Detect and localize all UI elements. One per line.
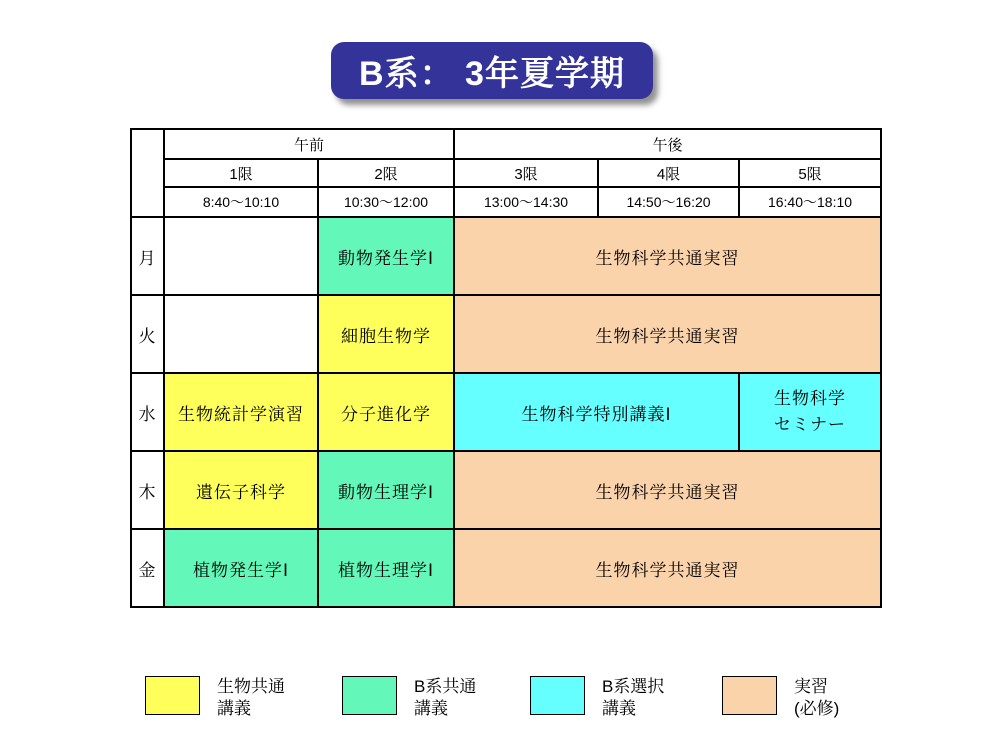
page-title-text: B系： 3年夏学期 <box>359 55 625 93</box>
cell-mon-p1-empty <box>164 217 318 295</box>
cell-fri-p345-course: 生物科学共通実習 <box>454 529 881 607</box>
cell-mon-p2-course: 動物発生学Ⅰ <box>318 217 454 295</box>
header-time-3: 13:00～14:30 <box>454 187 598 217</box>
legend-yellow-line1: 生物共通 <box>217 677 285 696</box>
header-afternoon: 午後 <box>454 129 881 159</box>
header-period-3: 3限 <box>454 159 598 187</box>
legend-green-line2: 講義 <box>414 699 448 718</box>
day-label-monday: 月 <box>131 217 164 295</box>
cell-thu-p2-course: 動物生理学Ⅰ <box>318 451 454 529</box>
legend-yellow-line2: 講義 <box>217 699 251 718</box>
legend-label-peach <box>794 676 839 720</box>
row-tuesday <box>131 295 881 373</box>
header-period-1: 1限 <box>164 159 318 187</box>
header-row-periods <box>131 159 881 187</box>
cell-thu-p1-course: 遺伝子科学 <box>164 451 318 529</box>
legend-label-cyan <box>602 676 664 720</box>
legend-item-peach <box>722 676 839 720</box>
cell-thu-p345-course: 生物科学共通実習 <box>454 451 881 529</box>
legend-peach-line2: (必修) <box>794 699 840 718</box>
header-time-1: 8:40～10:10 <box>164 187 318 217</box>
header-time-2: 10:30～12:00 <box>318 187 454 217</box>
cell-tue-p1-empty <box>164 295 318 373</box>
cell-tue-p345-course: 生物科学共通実習 <box>454 295 881 373</box>
page-title <box>331 42 653 99</box>
header-morning: 午前 <box>164 129 454 159</box>
legend-swatch-cyan <box>530 676 585 715</box>
cell-wed-p34-course: 生物科学特別講義Ⅰ <box>454 373 739 451</box>
cell-mon-p345-course: 生物科学共通実習 <box>454 217 881 295</box>
header-row-times <box>131 187 881 217</box>
header-period-5: 5限 <box>739 159 881 187</box>
legend-cyan-line2: 講義 <box>602 699 636 718</box>
header-row-groups <box>131 129 881 159</box>
day-label-tuesday: 火 <box>131 295 164 373</box>
day-label-thursday: 木 <box>131 451 164 529</box>
legend-swatch-peach <box>722 676 777 715</box>
legend-peach-line1: 実習 <box>794 677 828 696</box>
cell-wed-p5-line1: 生物科学 <box>774 389 847 408</box>
legend-item-yellow <box>145 676 285 720</box>
legend-swatch-green <box>342 676 397 715</box>
header-time-5: 16:40～18:10 <box>739 187 881 217</box>
legend-green-line1: B系共通 <box>414 677 477 696</box>
row-monday <box>131 217 881 295</box>
row-wednesday <box>131 373 881 451</box>
corner-cell <box>131 129 164 217</box>
legend-label-green <box>414 676 476 720</box>
cell-fri-p1-course: 植物発生学Ⅰ <box>164 529 318 607</box>
header-period-2: 2限 <box>318 159 454 187</box>
cell-wed-p1-course: 生物統計学演習 <box>164 373 318 451</box>
day-label-wednesday: 水 <box>131 373 164 451</box>
row-friday <box>131 529 881 607</box>
legend-cyan-line1: B系選択 <box>602 677 665 696</box>
cell-wed-p2-course: 分子進化学 <box>318 373 454 451</box>
timetable <box>130 128 882 608</box>
row-thursday <box>131 451 881 529</box>
cell-fri-p2-course: 植物生理学Ⅰ <box>318 529 454 607</box>
cell-wed-p5-line2: セミナー <box>774 415 847 434</box>
legend-item-cyan <box>530 676 664 720</box>
legend-label-yellow <box>217 676 285 720</box>
legend-swatch-yellow <box>145 676 200 715</box>
day-label-friday: 金 <box>131 529 164 607</box>
legend-item-green <box>342 676 476 720</box>
cell-wed-p5-course <box>739 373 881 451</box>
header-period-4: 4限 <box>598 159 739 187</box>
header-time-4: 14:50～16:20 <box>598 187 739 217</box>
cell-tue-p2-course: 細胞生物学 <box>318 295 454 373</box>
